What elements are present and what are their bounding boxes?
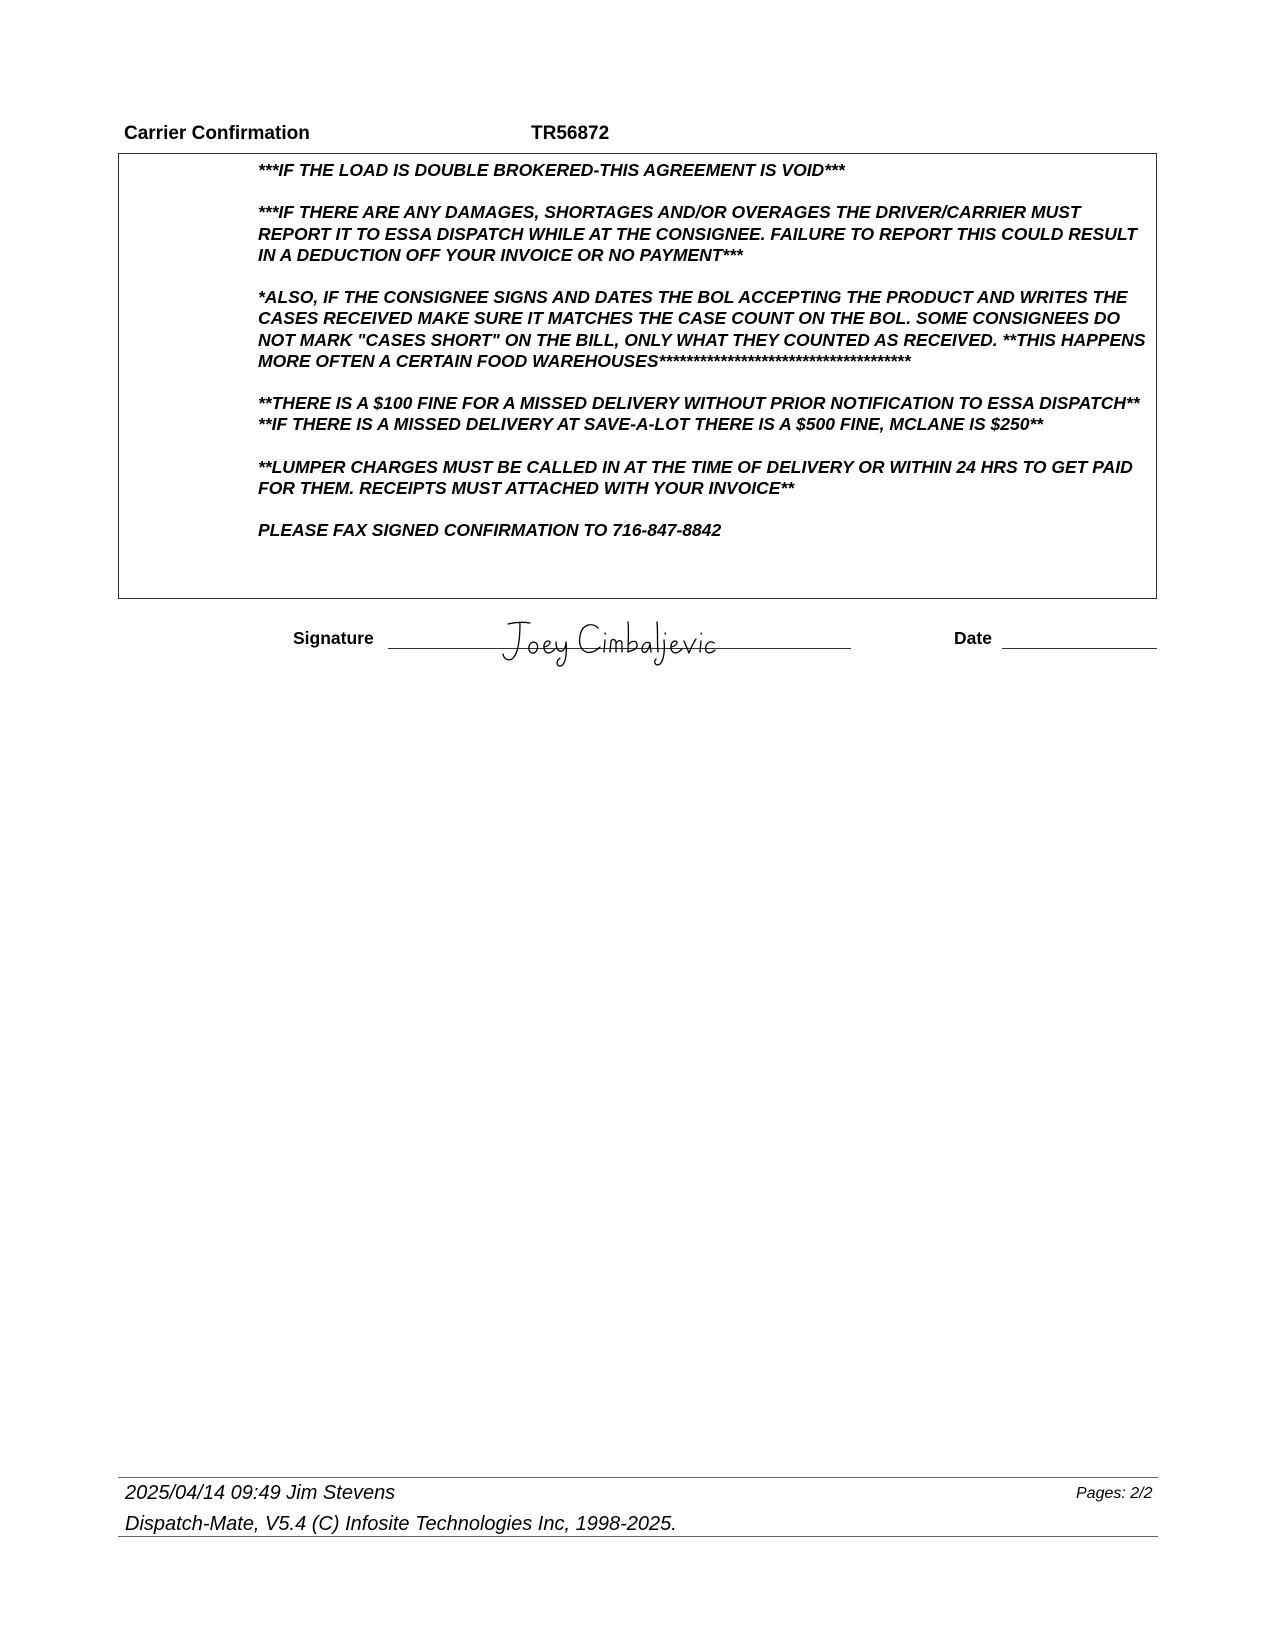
date-label: Date bbox=[954, 628, 992, 648]
damages-notice: ***IF THERE ARE ANY DAMAGES, SHORTAGES AND/OR OVERAGES THE DRIVER/CARRIER MUST REPORT IT TO ESSA DISPATCH WHILE AT THE CONSIGNEE. FAILURE TO REPORT THIS COULD RESULT IN A DEDUCTION OFF YOUR INVOICE OR NO PAYMENT*** bbox=[258, 202, 1137, 265]
handwritten-signature bbox=[498, 616, 788, 672]
load-id: TR56872 bbox=[531, 123, 610, 144]
fax-notice: PLEASE FAX SIGNED CONFIRMATION TO 716-847-8842 bbox=[258, 520, 722, 541]
footer-bottom-rule bbox=[118, 1536, 1158, 1537]
terms-box bbox=[118, 153, 1157, 599]
footer-top-rule bbox=[118, 1477, 1158, 1478]
document-title: Carrier Confirmation bbox=[124, 123, 310, 144]
lumper-notice: **LUMPER CHARGES MUST BE CALLED IN AT THE TIME OF DELIVERY OR WITHIN 24 HRS TO GET PAID FOR THEM. RECEIPTS MUST ATTACHED WITH YOUR INVOICE** bbox=[258, 456, 1133, 498]
footer-printed-info: 2025/04/14 09:49 Jim Stevens bbox=[125, 1482, 396, 1504]
footer-copyright: Dispatch-Mate, V5.4 (C) Infosite Technologies Inc, 1998-2025. bbox=[125, 1513, 677, 1535]
terms-text bbox=[258, 160, 1158, 542]
void-notice: ***IF THE LOAD IS DOUBLE BROKERED-THIS AGREEMENT IS VOID*** bbox=[258, 160, 845, 180]
date-field[interactable] bbox=[1002, 648, 1157, 649]
missed-delivery-notice: **THERE IS A $100 FINE FOR A MISSED DELIVERY WITHOUT PRIOR NOTIFICATION TO ESSA DISPATCH** bbox=[258, 393, 1140, 414]
consignee-notice: *ALSO, IF THE CONSIGNEE SIGNS AND DATES THE BOL ACCEPTING THE PRODUCT AND WRITES THE CASES RECEIVED MAKE SURE IT MATCHES THE CASE COUNT ON THE BOL. SOME CONSIGNEES DO NOT MARK "CASES SHORT" ON THE BILL, ONLY WHAT THEY COUNTED AS RECEIVED. **THIS HAPPENS MORE OFTEN A CERTAIN FOOD WAREHOUSES************************************* bbox=[258, 287, 1146, 371]
signature-label: Signature bbox=[293, 628, 374, 648]
footer-page-count: Pages: 2/2 bbox=[1076, 1485, 1153, 1502]
save-a-lot-notice: **IF THERE IS A MISSED DELIVERY AT SAVE-A-LOT THERE IS A $500 FINE, MCLANE IS $250** bbox=[258, 414, 1044, 435]
